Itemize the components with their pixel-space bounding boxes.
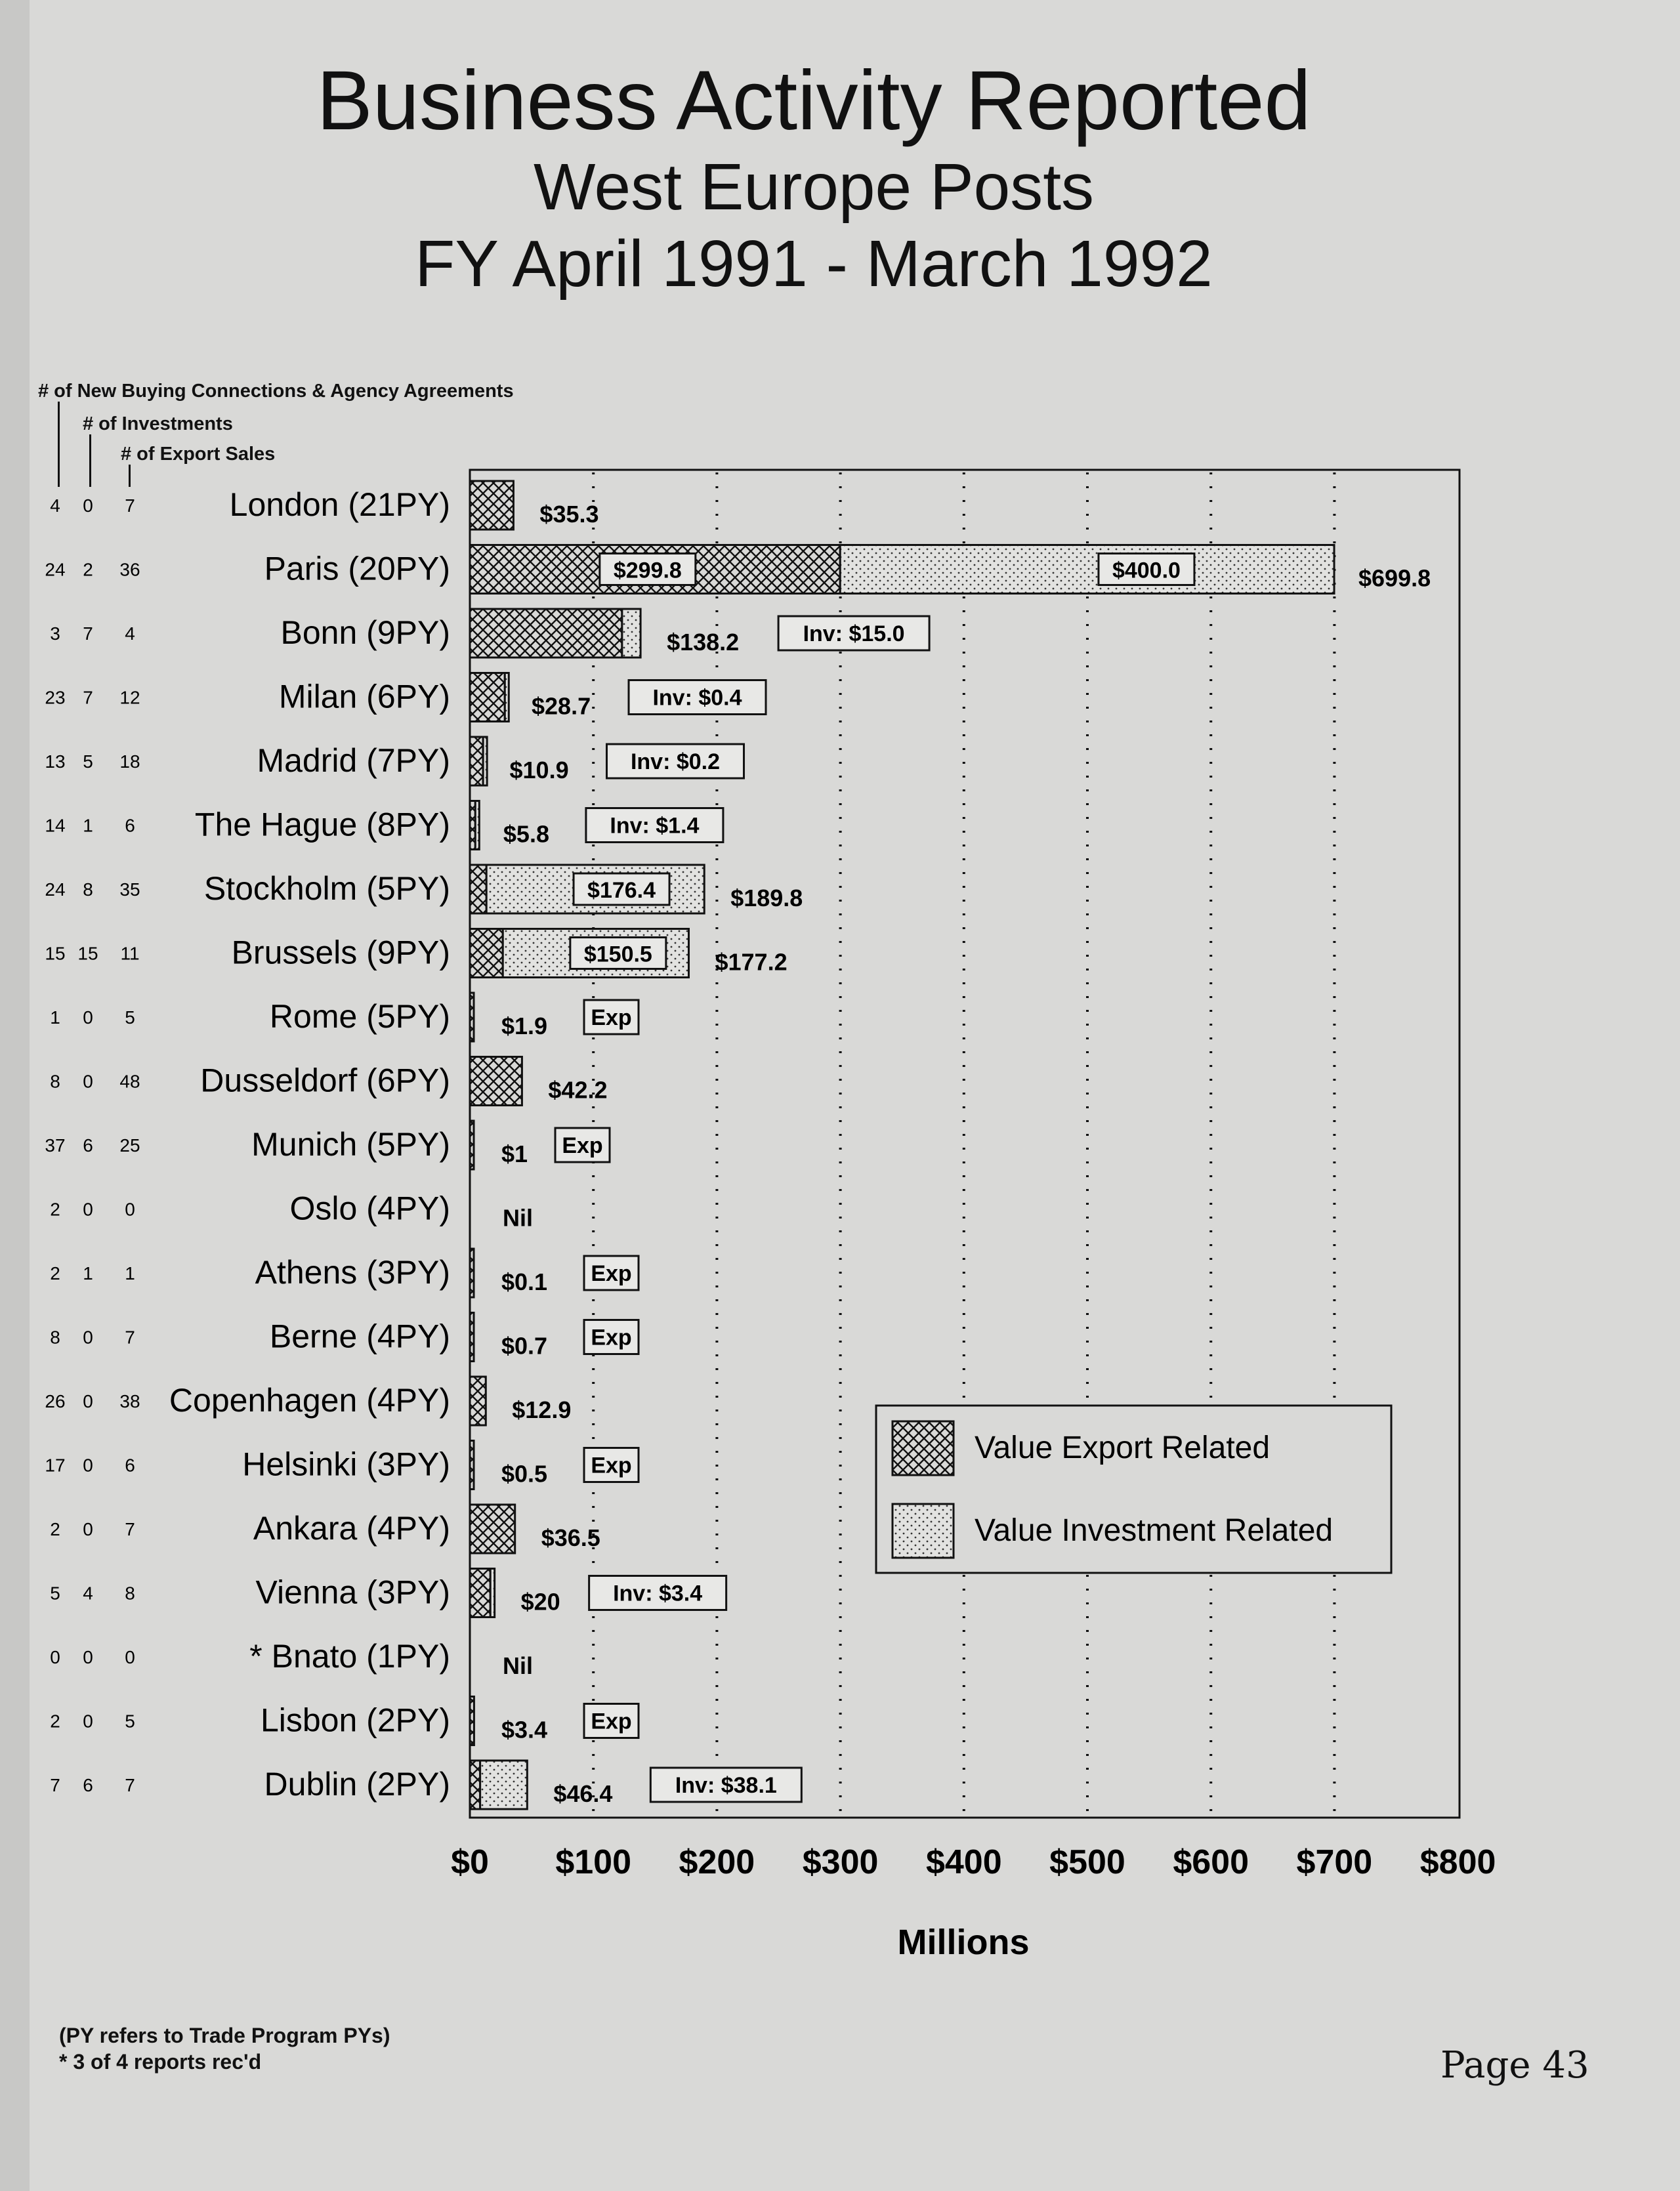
row-count: 2	[50, 1519, 60, 1539]
row-count: 6	[83, 1135, 93, 1156]
row-count: 0	[83, 1327, 93, 1348]
bar-label-export: $299.8	[613, 558, 682, 583]
x-tick-label: $200	[679, 1843, 755, 1881]
total-label: $35.3	[539, 501, 599, 528]
chart-subtitle-2: FY April 1991 - March 1992	[415, 227, 1213, 301]
x-tick-label: $500	[1049, 1843, 1125, 1881]
row-count: 12	[119, 687, 140, 708]
category-label: Helsinki (3PY)	[242, 1446, 450, 1483]
total-label: $1	[501, 1140, 528, 1167]
row-count: 0	[83, 495, 93, 516]
row-count: 4	[50, 495, 60, 516]
row-count: 7	[125, 495, 135, 516]
x-tick-label: $700	[1296, 1843, 1373, 1881]
bar-investment	[475, 801, 479, 850]
tag-label: Exp	[591, 1709, 632, 1734]
row-count: 0	[83, 1455, 93, 1476]
x-tick-label: $400	[925, 1843, 1002, 1881]
bar-export	[470, 929, 503, 978]
legend-swatch-export	[892, 1421, 954, 1475]
plot-frame	[470, 470, 1460, 1818]
row-count: 0	[83, 1199, 93, 1220]
tag-label: Inv: $1.4	[610, 813, 700, 839]
row-count: 8	[125, 1583, 135, 1604]
row-count: 7	[125, 1775, 135, 1795]
row-count: 0	[125, 1647, 135, 1667]
bar-export	[470, 1121, 474, 1169]
row-count: 0	[125, 1199, 135, 1220]
tag-label: Inv: $38.1	[675, 1773, 777, 1798]
total-label: $138.2	[667, 629, 740, 656]
row-count: 2	[50, 1263, 60, 1283]
row-count: 0	[50, 1647, 60, 1667]
total-label: $0.1	[501, 1268, 548, 1295]
tag-label: Inv: $3.4	[613, 1581, 703, 1606]
bar-investment	[483, 737, 487, 785]
category-label: Dusseldorf (6PY)	[200, 1062, 450, 1099]
bar-investment	[622, 609, 640, 657]
row-count: 24	[45, 879, 66, 900]
x-tick-label: $800	[1419, 1843, 1496, 1881]
grid-lines	[593, 472, 1334, 1814]
total-label: $3.4	[501, 1716, 548, 1743]
bar-investment	[505, 673, 509, 722]
total-label: $20	[520, 1588, 560, 1616]
x-axis-label: Millions	[897, 1923, 1030, 1962]
row-count: 24	[45, 559, 66, 580]
row-count: 36	[119, 559, 140, 580]
total-label: Nil	[503, 1204, 534, 1232]
category-label: The Hague (8PY)	[194, 806, 450, 843]
bar-export	[470, 1377, 486, 1425]
bar-label-investment: $400.0	[1112, 558, 1181, 583]
x-tick-label: $300	[802, 1843, 879, 1881]
row-count: 25	[119, 1135, 140, 1156]
bar-export	[470, 1441, 474, 1490]
bar-export	[470, 609, 622, 657]
category-label: Berne (4PY)	[269, 1318, 450, 1355]
bar-investment	[480, 1761, 528, 1809]
row-count: 4	[83, 1583, 93, 1604]
x-tick-label: $100	[555, 1843, 632, 1881]
footnote-reports: * 3 of 4 reports rec'd	[59, 2050, 262, 2074]
bar-export	[470, 1761, 480, 1809]
count-header-investments: # of Investments	[83, 413, 233, 434]
row-count: 3	[50, 623, 60, 644]
bar-label-investment: $150.5	[583, 942, 652, 967]
row-count: 2	[83, 559, 93, 580]
total-label: $36.5	[541, 1524, 600, 1551]
tag-label: Exp	[591, 1005, 632, 1030]
row-count: 18	[119, 751, 140, 772]
row-count: 7	[125, 1519, 135, 1539]
row-count: 5	[125, 1007, 135, 1028]
row-count: 8	[50, 1071, 60, 1092]
tag-label: Exp	[591, 1453, 632, 1478]
row-count: 5	[50, 1583, 60, 1604]
row-count: 26	[45, 1391, 66, 1411]
category-label: Copenhagen (4PY)	[169, 1382, 450, 1419]
row-count: 7	[83, 623, 93, 644]
count-header-export-sales: # of Export Sales	[121, 444, 276, 465]
category-label: Dublin (2PY)	[264, 1766, 450, 1803]
labels	[45, 486, 1431, 1807]
bar-export	[470, 1313, 474, 1362]
row-count: 0	[83, 1647, 93, 1667]
tag-label: Exp	[591, 1325, 632, 1350]
row-count: 37	[45, 1135, 66, 1156]
row-count: 17	[45, 1455, 66, 1476]
category-label: Munich (5PY)	[251, 1126, 450, 1163]
row-count: 1	[125, 1263, 135, 1283]
legend	[876, 1406, 1391, 1573]
bar-export	[470, 1697, 474, 1745]
x-tick-label: $0	[451, 1843, 489, 1881]
total-label: $0.7	[501, 1332, 548, 1360]
category-label: Stockholm (5PY)	[203, 870, 450, 907]
bar-export	[470, 1505, 515, 1553]
total-label: $699.8	[1358, 564, 1431, 592]
row-count: 6	[125, 815, 135, 836]
row-count: 7	[125, 1327, 135, 1348]
row-count: 11	[120, 943, 140, 964]
bar-label-investment: $176.4	[587, 878, 656, 903]
row-count: 2	[50, 1711, 60, 1732]
row-count: 0	[83, 1519, 93, 1539]
row-count: 0	[83, 1007, 93, 1028]
category-label: Milan (6PY)	[278, 678, 450, 715]
row-count: 15	[45, 943, 66, 964]
row-count: 0	[83, 1391, 93, 1411]
row-count: 0	[83, 1711, 93, 1732]
total-label: $28.7	[532, 692, 591, 720]
chart-subtitle-1: West Europe Posts	[533, 150, 1095, 224]
total-label: $5.8	[503, 820, 549, 848]
row-count: 0	[83, 1071, 93, 1092]
total-label: $10.9	[509, 757, 569, 783]
total-label: $42.2	[548, 1076, 608, 1104]
category-label: Athens (3PY)	[255, 1254, 450, 1291]
total-label: $189.8	[730, 885, 803, 911]
bar-investment	[490, 1569, 494, 1617]
footnote-py: (PY refers to Trade Program PYs)	[59, 2024, 390, 2047]
category-label: Madrid (7PY)	[257, 742, 450, 779]
row-count: 15	[77, 943, 98, 964]
bar-export	[470, 481, 513, 530]
x-axis	[451, 1843, 1496, 1881]
row-count: 35	[119, 879, 140, 900]
row-count: 1	[83, 815, 93, 836]
row-count: 7	[83, 687, 93, 708]
row-count: 6	[83, 1775, 93, 1795]
total-label: $177.2	[715, 948, 788, 976]
category-label: Ankara (4PY)	[253, 1510, 450, 1547]
row-count: 48	[119, 1071, 140, 1092]
bar-export	[470, 993, 474, 1041]
tag-label: Inv: $15.0	[803, 621, 905, 646]
row-count: 1	[50, 1007, 60, 1028]
tag-label: Inv: $0.2	[630, 749, 721, 774]
bar-export	[470, 1569, 490, 1617]
x-tick-label: $600	[1173, 1843, 1250, 1881]
count-header-connections: # of New Buying Connections & Agency Agreements	[38, 381, 514, 402]
tag-label: Inv: $0.4	[652, 685, 742, 711]
total-label: Nil	[503, 1652, 534, 1679]
total-label: $1.9	[501, 1012, 548, 1039]
legend-swatch-investment	[892, 1504, 954, 1558]
category-label: Oslo (4PY)	[289, 1190, 450, 1227]
row-count: 4	[125, 623, 135, 644]
bar-investment	[840, 545, 1334, 594]
row-count: 8	[83, 879, 93, 900]
row-count: 7	[50, 1775, 60, 1795]
category-label: London (21PY)	[229, 486, 450, 523]
bar-export	[470, 865, 486, 913]
category-label: Bonn (9PY)	[280, 614, 450, 651]
bar-export	[470, 737, 483, 785]
row-count: 1	[83, 1263, 93, 1283]
bar-export	[470, 673, 505, 722]
row-count: 8	[50, 1327, 60, 1348]
row-count: 2	[50, 1199, 60, 1220]
row-count: 38	[119, 1391, 140, 1411]
row-count: 5	[125, 1711, 135, 1732]
bar-export	[470, 1249, 474, 1297]
tag-label: Exp	[562, 1133, 603, 1158]
category-label: Rome (5PY)	[269, 998, 450, 1035]
tag-label: Exp	[591, 1261, 632, 1286]
row-count: 5	[83, 751, 93, 772]
category-label: Vienna (3PY)	[255, 1574, 450, 1611]
page-number: Page 43	[1440, 2044, 1589, 2087]
category-label: Brussels (9PY)	[231, 934, 450, 971]
legend-label-export: Value Export Related	[975, 1430, 1270, 1465]
row-count: 13	[45, 751, 66, 772]
legend-label-investment: Value Investment Related	[975, 1513, 1334, 1548]
chart-title: Business Activity Reported	[316, 54, 1311, 148]
total-label: $46.4	[553, 1780, 613, 1807]
row-count: 23	[45, 687, 66, 708]
row-count: 6	[125, 1455, 135, 1476]
total-label: $12.9	[512, 1396, 572, 1423]
row-count: 14	[45, 815, 66, 836]
bar-export	[470, 1057, 522, 1106]
total-label: $0.5	[501, 1460, 548, 1488]
category-label: * Bnato (1PY)	[249, 1638, 450, 1675]
category-label: Lisbon (2PY)	[260, 1701, 450, 1739]
category-label: Paris (20PY)	[264, 550, 450, 587]
